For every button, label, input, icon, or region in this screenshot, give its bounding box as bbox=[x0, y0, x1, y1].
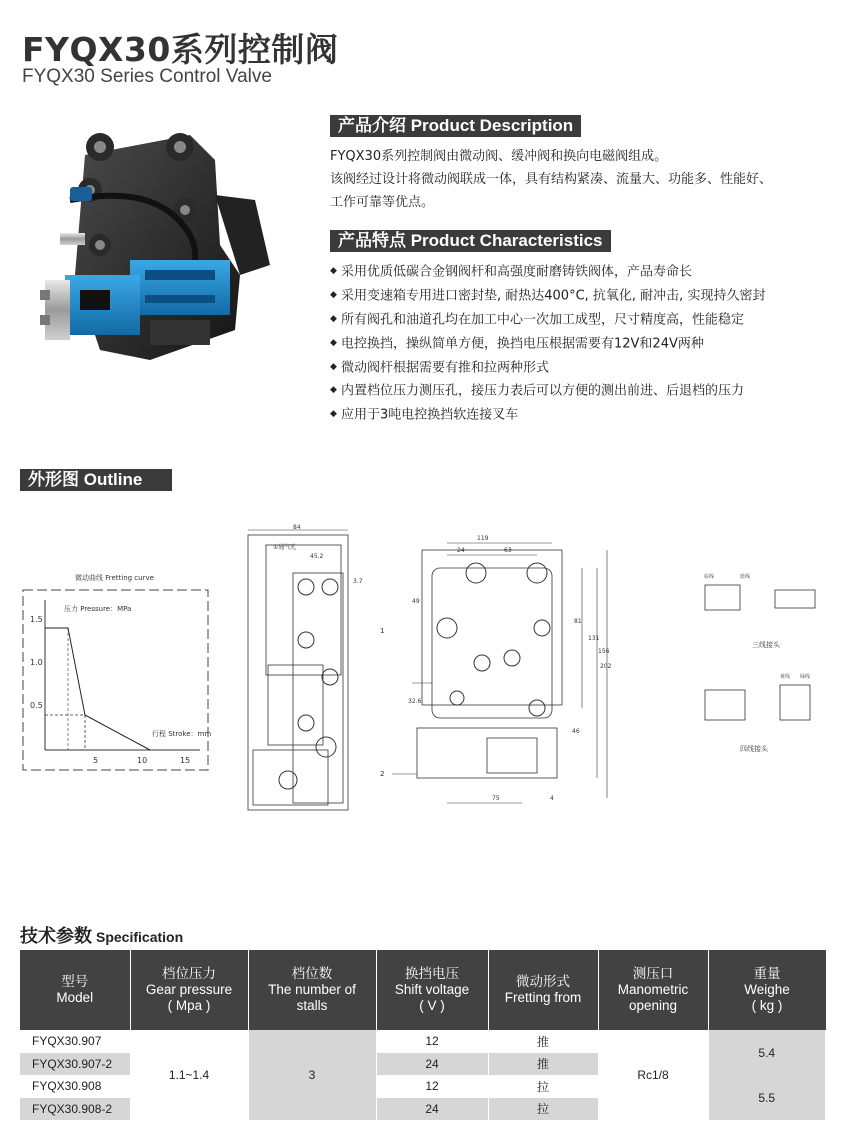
fretting-curve bbox=[20, 560, 215, 775]
wire-label: 棕线 bbox=[704, 574, 715, 580]
list-item: ◆ 采用变速箱专用进口密封垫, 耐热达400°C, 抗氧化, 耐冲击, 实现持久密封 bbox=[330, 284, 835, 308]
cell-model: FYQX30.908 bbox=[20, 1075, 130, 1098]
description-line: 工作可靠等优点。 bbox=[330, 195, 435, 210]
col-stalls: 档位数 The number of stalls bbox=[248, 950, 376, 1030]
col-shift-voltage: 换挡电压 Shift voltage ( V ) bbox=[376, 950, 488, 1030]
cell-stalls: 3 bbox=[248, 1030, 376, 1120]
stroke-label: 行程 Stroke：mm bbox=[152, 730, 212, 738]
y-tick: 0.5 bbox=[30, 701, 43, 710]
four-wire-label: 四线接头 bbox=[740, 745, 768, 753]
page-title: FYQX30系列控制阀 bbox=[22, 30, 339, 69]
product-photo bbox=[40, 125, 300, 370]
bullet-icon: ◆ bbox=[330, 266, 337, 276]
list-item: ◆ 采用优质低碳合金钢阀杆和高强度耐磨铸铁阀体，产品寿命长 bbox=[330, 260, 835, 284]
three-wire-label: 三线接头 bbox=[752, 641, 780, 649]
dim-4: 4 bbox=[550, 795, 554, 802]
dim-131: 131 bbox=[588, 635, 600, 642]
dim-156: 156 bbox=[598, 648, 610, 655]
wire-label: 绿线 bbox=[800, 674, 811, 680]
list-item: ◆ 所有阀孔和油道孔均在加工中心一次加工成型，尺寸精度高，性能稳定 bbox=[330, 308, 835, 332]
x-tick: 10 bbox=[137, 756, 148, 765]
bullet-icon: ◆ bbox=[330, 337, 337, 348]
pressure-label: 压力 Pressure：MPa bbox=[64, 605, 132, 613]
cell-model: FYQX30.907 bbox=[20, 1030, 130, 1053]
table-row bbox=[20, 1030, 826, 1053]
dim-81: 81 bbox=[574, 618, 582, 625]
col-gear-pressure: 档位压力 Gear pressure ( Mpa ) bbox=[130, 950, 248, 1030]
section-product-characteristics: 产品特点 Product Characteristics bbox=[330, 230, 611, 252]
dim-84: 84 bbox=[293, 524, 301, 531]
cell-form: 拉 bbox=[488, 1075, 598, 1098]
dim-75: 75 bbox=[492, 795, 500, 802]
dim-202: 202 bbox=[600, 663, 612, 670]
cell-gear-pressure: 1.1~1.4 bbox=[130, 1030, 248, 1120]
cell-voltage: 24 bbox=[376, 1053, 488, 1076]
bullet-icon: ◆ bbox=[330, 361, 337, 372]
section-outline: 外形图 Outline bbox=[20, 469, 172, 491]
dim-63: 63 bbox=[504, 547, 512, 554]
col-manometric: 测压口 Manometric opening bbox=[598, 950, 708, 1030]
x-tick: 15 bbox=[180, 756, 191, 765]
cell-model: FYQX30.907-2 bbox=[20, 1053, 130, 1076]
wire-label: 黄线 bbox=[780, 674, 791, 680]
col-weight: 重量 Weighe ( kg ) bbox=[708, 950, 826, 1030]
characteristics-list bbox=[330, 260, 835, 427]
cell-weight: 5.5 bbox=[708, 1075, 826, 1120]
vent-label: ①通气孔 bbox=[273, 544, 297, 551]
cell-model: FYQX30.908-2 bbox=[20, 1098, 130, 1121]
connector-drawings bbox=[700, 560, 830, 760]
curve-title: 微动曲线 Fretting curve bbox=[75, 574, 154, 582]
cell-opening: Rc1/8 bbox=[598, 1030, 708, 1120]
description-line: 该阀经过设计将微动阀联成一体，具有结构紧凑、流量大、功能多、性能好、 bbox=[330, 172, 773, 187]
col-fretting-form: 微动形式 Fretting from bbox=[488, 950, 598, 1030]
description-text bbox=[330, 145, 830, 214]
description-line: FYQX30系列控制阀由微动阀、缓冲阀和换向电磁阀组成。 bbox=[330, 149, 668, 164]
list-item: ◆ 应用于3吨电控换挡软连接叉车 bbox=[330, 403, 835, 427]
list-item: ◆ 内置档位压力测压孔，接压力表后可以方便的测出前进、后退档的压力 bbox=[330, 379, 835, 403]
dim-3-7: 3.7 bbox=[353, 578, 363, 585]
bullet-icon: ◆ bbox=[330, 409, 337, 420]
cell-form: 推 bbox=[488, 1030, 598, 1053]
x-tick: 5 bbox=[93, 756, 99, 765]
y-tick: 1.0 bbox=[30, 658, 43, 667]
bullet-icon: ◆ bbox=[330, 289, 337, 300]
page-subtitle: FYQX30 Series Control Valve bbox=[22, 66, 272, 87]
y-tick: 1.5 bbox=[30, 615, 43, 624]
cell-voltage: 24 bbox=[376, 1098, 488, 1121]
dim-119: 119 bbox=[477, 535, 489, 542]
front-view-drawing bbox=[372, 528, 612, 813]
dim-46: 46 bbox=[572, 728, 580, 735]
dim-32-6: 32.6 bbox=[408, 698, 422, 705]
callout-1: 1 bbox=[380, 627, 385, 635]
cell-voltage: 12 bbox=[376, 1030, 488, 1053]
dim-49: 49 bbox=[412, 598, 420, 605]
cell-voltage: 12 bbox=[376, 1075, 488, 1098]
list-item: ◆ 电控换挡，操纵简单方便，换挡电压根据需要有12V和24V两种 bbox=[330, 332, 835, 356]
list-item: ◆ 微动阀杆根据需要有推和拉两种形式 bbox=[330, 356, 835, 380]
cell-weight: 5.4 bbox=[708, 1030, 826, 1075]
bullet-icon: ◆ bbox=[330, 385, 337, 396]
wire-label: 蓝线 bbox=[740, 574, 751, 580]
cell-form: 推 bbox=[488, 1053, 598, 1076]
section-product-description: 产品介绍 Product Description bbox=[330, 115, 581, 137]
dim-45-2: 45.2 bbox=[310, 553, 324, 560]
bullet-icon: ◆ bbox=[330, 313, 337, 324]
dim-24: 24 bbox=[457, 547, 465, 554]
spec-title: 技术参数 Specification bbox=[20, 926, 184, 947]
col-model: 型号 Model bbox=[20, 950, 130, 1030]
side-view-drawing bbox=[238, 524, 363, 815]
cell-form: 拉 bbox=[488, 1098, 598, 1121]
table-header-row bbox=[20, 950, 826, 1030]
spec-table bbox=[20, 950, 826, 1120]
callout-2: 2 bbox=[380, 770, 385, 778]
